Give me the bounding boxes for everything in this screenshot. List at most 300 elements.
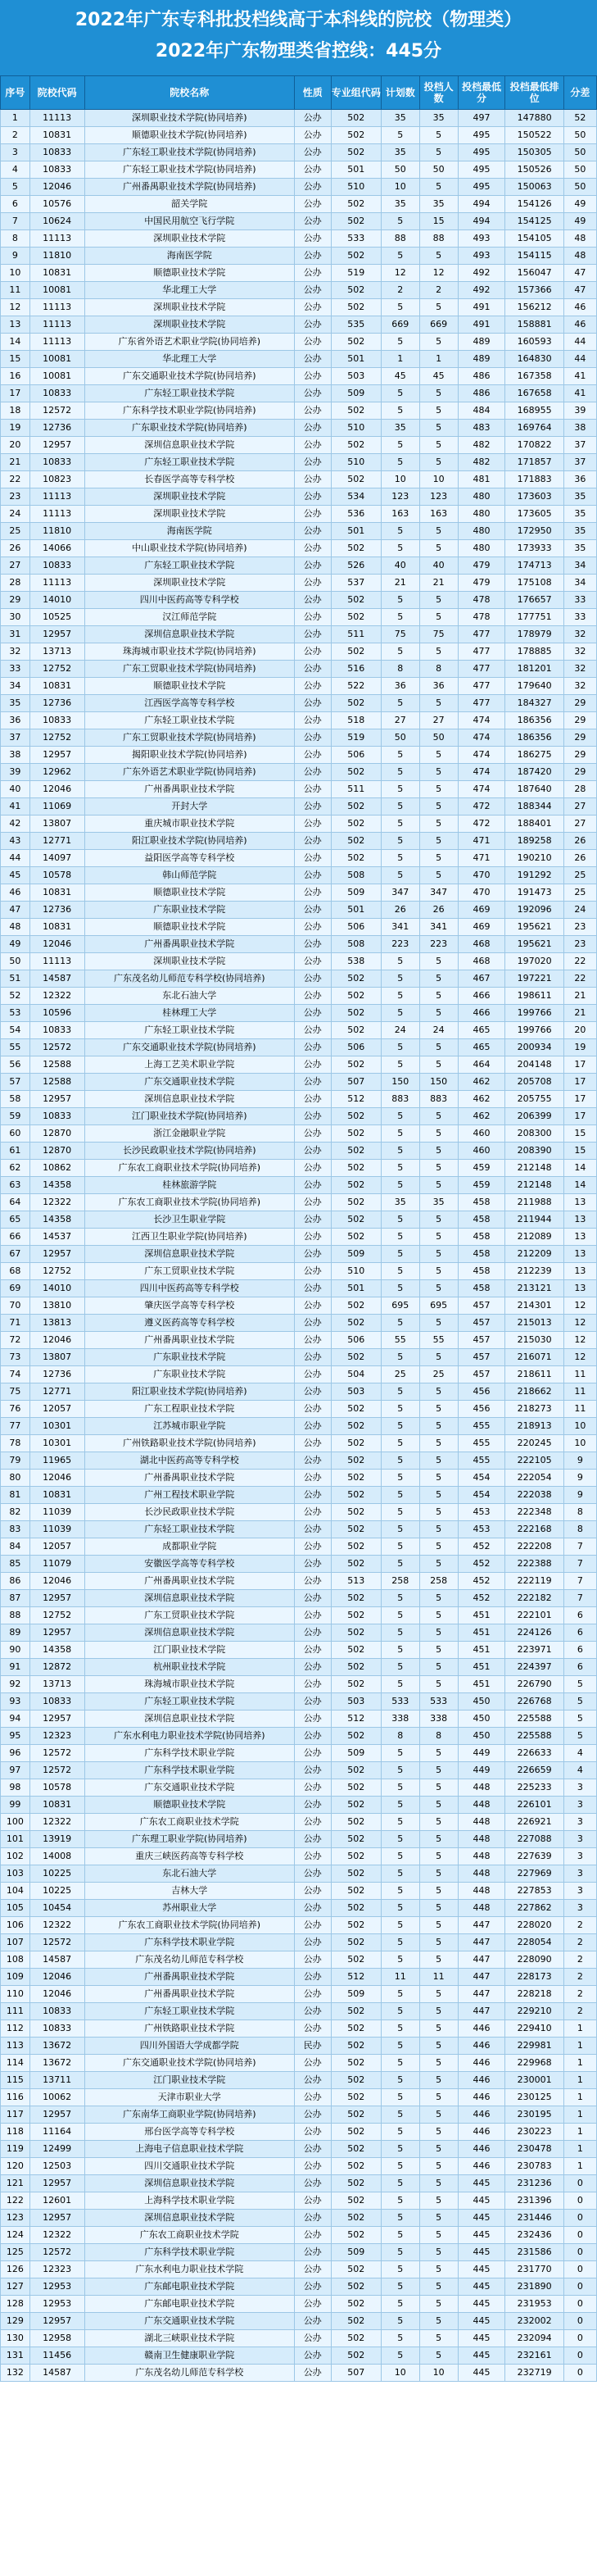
cell-type: 公办 (294, 816, 331, 833)
cell-min-score: 446 (458, 2141, 505, 2158)
cell-admitted: 5 (419, 1556, 458, 1573)
cell-min-score: 460 (458, 1125, 505, 1143)
cell-code: 12322 (29, 2227, 84, 2244)
cell-index: 96 (1, 1745, 30, 1762)
cell-min-score: 464 (458, 1056, 505, 1074)
cell-code: 12323 (29, 2261, 84, 2278)
cell-type: 公办 (294, 678, 331, 695)
cell-diff: 8 (563, 1504, 596, 1521)
cell-code: 12957 (29, 1624, 84, 1642)
cell-type: 公办 (294, 1143, 331, 1160)
cell-name: 阳江职业技术学院(协同培养) (84, 833, 294, 850)
cell-code: 10823 (29, 471, 84, 488)
cell-admitted: 5 (419, 2347, 458, 2365)
cell-group: 502 (331, 1125, 381, 1143)
cell-name: 广州番禺职业技术学院 (84, 936, 294, 953)
cell-group: 502 (331, 1917, 381, 1934)
cell-type: 公办 (294, 1229, 331, 1246)
table-row (1, 1797, 597, 1814)
cell-diff: 3 (563, 1797, 596, 1814)
cell-index: 7 (1, 213, 30, 230)
cell-admitted: 5 (419, 643, 458, 661)
cell-diff: 1 (563, 2106, 596, 2124)
cell-diff: 33 (563, 592, 596, 609)
cell-min-rank: 230478 (505, 2141, 563, 2158)
cell-name: 广州番禺职业技术学院 (84, 1332, 294, 1349)
cell-min-score: 459 (458, 1177, 505, 1194)
cell-admitted: 5 (419, 2227, 458, 2244)
cell-diff: 0 (563, 2278, 596, 2296)
cell-group: 502 (331, 1642, 381, 1659)
cell-min-score: 446 (458, 2020, 505, 2038)
cell-min-rank: 218662 (505, 1383, 563, 1401)
cell-group: 502 (331, 437, 381, 454)
cell-plan: 5 (381, 1504, 419, 1521)
cell-min-rank: 150526 (505, 161, 563, 179)
cell-code: 12870 (29, 1125, 84, 1143)
cell-code: 10081 (29, 282, 84, 299)
cell-plan: 5 (381, 334, 419, 351)
cell-min-rank: 150305 (505, 144, 563, 161)
cell-index: 11 (1, 282, 30, 299)
cell-group: 502 (331, 764, 381, 781)
cell-type: 公办 (294, 1831, 331, 1848)
table-row (1, 1814, 597, 1831)
table-row (1, 1573, 597, 1590)
cell-min-rank: 222168 (505, 1521, 563, 1538)
cell-plan: 123 (381, 488, 419, 506)
cell-admitted: 5 (419, 1246, 458, 1263)
cell-name: 湖北三峡职业技术学院 (84, 2330, 294, 2347)
cell-name: 广东工程职业技术学院 (84, 1401, 294, 1418)
cell-code: 10301 (29, 1435, 84, 1452)
cell-index: 123 (1, 2210, 30, 2227)
cell-code: 10833 (29, 557, 84, 575)
cell-name: 广东农工商职业技术学院 (84, 1814, 294, 1831)
cell-index: 38 (1, 747, 30, 764)
cell-admitted: 5 (419, 1745, 458, 1762)
cell-diff: 0 (563, 2192, 596, 2210)
cell-plan: 5 (381, 1797, 419, 1814)
table-row (1, 1538, 597, 1556)
cell-admitted: 50 (419, 161, 458, 179)
cell-min-rank: 232436 (505, 2227, 563, 2244)
cell-admitted: 5 (419, 1642, 458, 1659)
table-row (1, 919, 597, 936)
cell-min-rank: 191473 (505, 884, 563, 902)
table-row (1, 1143, 597, 1160)
cell-type: 公办 (294, 1315, 331, 1332)
cell-group: 502 (331, 1315, 381, 1332)
cell-index: 6 (1, 196, 30, 213)
cell-group: 519 (331, 729, 381, 747)
cell-group: 502 (331, 1143, 381, 1160)
cell-type: 公办 (294, 1986, 331, 2003)
cell-type: 公办 (294, 420, 331, 437)
cell-admitted: 5 (419, 2072, 458, 2089)
cell-code: 11113 (29, 299, 84, 316)
cell-min-rank: 228054 (505, 1934, 563, 1951)
header-group: 专业组代码 (331, 76, 381, 110)
cell-group: 510 (331, 1263, 381, 1280)
cell-plan: 5 (381, 1125, 419, 1143)
cell-code: 10831 (29, 1487, 84, 1504)
cell-plan: 5 (381, 1005, 419, 1022)
cell-code: 12957 (29, 2210, 84, 2227)
header-min-rank: 投档最低排位 (505, 76, 563, 110)
header-plan: 计划数 (381, 76, 419, 110)
cell-admitted: 5 (419, 1452, 458, 1470)
cell-code: 11113 (29, 230, 84, 248)
cell-code: 12957 (29, 2106, 84, 2124)
cell-diff: 6 (563, 1642, 596, 1659)
cell-plan: 5 (381, 1418, 419, 1435)
cell-group: 502 (331, 2106, 381, 2124)
cell-name: 顺德职业技术学院 (84, 1797, 294, 1814)
cell-name: 广东农工商职业技术学院(协同培养) (84, 1194, 294, 1211)
cell-group: 511 (331, 781, 381, 798)
cell-group: 502 (331, 1160, 381, 1177)
cell-code: 10578 (29, 867, 84, 884)
cell-min-score: 495 (458, 144, 505, 161)
cell-group: 502 (331, 1504, 381, 1521)
cell-min-score: 454 (458, 1470, 505, 1487)
cell-plan: 5 (381, 2210, 419, 2227)
cell-name: 广东轻工职业技术学院 (84, 2003, 294, 2020)
table-row (1, 2141, 597, 2158)
cell-index: 64 (1, 1194, 30, 1211)
cell-plan: 533 (381, 1693, 419, 1711)
cell-min-score: 458 (458, 1246, 505, 1263)
cell-type: 公办 (294, 902, 331, 919)
cell-code: 11113 (29, 110, 84, 127)
cell-min-score: 471 (458, 833, 505, 850)
table-row (1, 1676, 597, 1693)
cell-min-score: 462 (458, 1074, 505, 1091)
cell-min-score: 448 (458, 1814, 505, 1831)
cell-group: 502 (331, 471, 381, 488)
cell-min-score: 472 (458, 798, 505, 816)
cell-name: 广东科学技术职业学院 (84, 1745, 294, 1762)
cell-group: 526 (331, 557, 381, 575)
cell-name: 深圳职业技术学院 (84, 953, 294, 970)
cell-plan: 5 (381, 2192, 419, 2210)
cell-admitted: 5 (419, 1900, 458, 1917)
cell-name: 江门职业技术学院 (84, 1642, 294, 1659)
cell-min-rank: 222105 (505, 1452, 563, 1470)
cell-admitted: 5 (419, 2124, 458, 2141)
cell-min-rank: 154105 (505, 230, 563, 248)
cell-admitted: 5 (419, 2003, 458, 2020)
cell-plan: 35 (381, 144, 419, 161)
cell-group: 502 (331, 2038, 381, 2055)
cell-plan: 5 (381, 953, 419, 970)
cell-diff: 9 (563, 1487, 596, 1504)
cell-min-rank: 227853 (505, 1883, 563, 1900)
cell-code: 10833 (29, 161, 84, 179)
cell-index: 102 (1, 1848, 30, 1865)
cell-index: 19 (1, 420, 30, 437)
cell-admitted: 5 (419, 1538, 458, 1556)
cell-group: 504 (331, 1366, 381, 1383)
cell-min-score: 480 (458, 540, 505, 557)
page-header (0, 0, 597, 75)
cell-diff: 4 (563, 1762, 596, 1779)
cell-diff: 6 (563, 1607, 596, 1624)
table-row (1, 1728, 597, 1745)
cell-admitted: 5 (419, 2175, 458, 2192)
cell-diff: 29 (563, 764, 596, 781)
cell-plan: 5 (381, 1452, 419, 1470)
cell-name: 中山职业技术学院(协同培养) (84, 540, 294, 557)
cell-plan: 150 (381, 1074, 419, 1091)
header-min-score: 投档最低分 (458, 76, 505, 110)
cell-admitted: 5 (419, 1779, 458, 1797)
table-row (1, 729, 597, 747)
cell-min-rank: 227969 (505, 1865, 563, 1883)
cell-index: 76 (1, 1401, 30, 1418)
cell-type: 公办 (294, 1022, 331, 1039)
cell-index: 111 (1, 2003, 30, 2020)
cell-group: 502 (331, 299, 381, 316)
cell-min-rank: 222119 (505, 1573, 563, 1590)
cell-min-score: 467 (458, 970, 505, 988)
cell-min-score: 448 (458, 1900, 505, 1917)
cell-min-score: 450 (458, 1728, 505, 1745)
table-row (1, 1745, 597, 1762)
cell-group: 502 (331, 110, 381, 127)
cell-min-score: 447 (458, 1951, 505, 1969)
cell-plan: 35 (381, 110, 419, 127)
cell-plan: 5 (381, 2020, 419, 2038)
cell-min-rank: 212148 (505, 1177, 563, 1194)
cell-group: 502 (331, 970, 381, 988)
cell-code: 12499 (29, 2141, 84, 2158)
cell-plan: 5 (381, 764, 419, 781)
cell-index: 56 (1, 1056, 30, 1074)
cell-plan: 75 (381, 626, 419, 643)
cell-type: 公办 (294, 1969, 331, 1986)
cell-type: 公办 (294, 557, 331, 575)
cell-min-rank: 200934 (505, 1039, 563, 1056)
cell-code: 10831 (29, 265, 84, 282)
cell-min-rank: 226101 (505, 1797, 563, 1814)
cell-code: 12870 (29, 1143, 84, 1160)
cell-admitted: 5 (419, 1521, 458, 1538)
cell-diff: 3 (563, 1814, 596, 1831)
cell-diff: 14 (563, 1160, 596, 1177)
table-row (1, 2227, 597, 2244)
cell-code: 11113 (29, 575, 84, 592)
cell-min-score: 469 (458, 919, 505, 936)
cell-admitted: 5 (419, 1005, 458, 1022)
cell-min-score: 446 (458, 2106, 505, 2124)
cell-admitted: 5 (419, 1383, 458, 1401)
cell-admitted: 338 (419, 1711, 458, 1728)
cell-min-rank: 229968 (505, 2055, 563, 2072)
cell-min-score: 447 (458, 1969, 505, 1986)
table-row (1, 1211, 597, 1229)
cell-type: 公办 (294, 2244, 331, 2261)
cell-type: 公办 (294, 161, 331, 179)
cell-type: 公办 (294, 144, 331, 161)
cell-index: 21 (1, 454, 30, 471)
cell-min-rank: 186356 (505, 729, 563, 747)
cell-diff: 8 (563, 1521, 596, 1538)
cell-min-score: 460 (458, 1143, 505, 1160)
cell-diff: 9 (563, 1470, 596, 1487)
cell-admitted: 5 (419, 2210, 458, 2227)
cell-min-rank: 218273 (505, 1401, 563, 1418)
table-row (1, 833, 597, 850)
cell-type: 公办 (294, 179, 331, 196)
cell-code: 13807 (29, 1349, 84, 1366)
cell-admitted: 5 (419, 1676, 458, 1693)
cell-index: 87 (1, 1590, 30, 1607)
cell-diff: 10 (563, 1418, 596, 1435)
cell-plan: 8 (381, 661, 419, 678)
cell-type: 公办 (294, 1676, 331, 1693)
cell-diff: 12 (563, 1349, 596, 1366)
cell-group: 502 (331, 816, 381, 833)
cell-admitted: 35 (419, 1194, 458, 1211)
table-row (1, 2365, 597, 2382)
cell-code: 13672 (29, 2038, 84, 2055)
cell-type: 公办 (294, 1521, 331, 1538)
cell-plan: 5 (381, 1349, 419, 1366)
table-row (1, 2296, 597, 2313)
cell-index: 66 (1, 1229, 30, 1246)
cell-diff: 15 (563, 1125, 596, 1143)
cell-min-rank: 154125 (505, 213, 563, 230)
cell-min-score: 486 (458, 368, 505, 385)
cell-code: 12957 (29, 2313, 84, 2330)
cell-min-rank: 175108 (505, 575, 563, 592)
cell-admitted: 5 (419, 1125, 458, 1143)
cell-min-rank: 178979 (505, 626, 563, 643)
cell-type: 公办 (294, 1177, 331, 1194)
cell-name: 深圳职业技术学院(协同培养) (84, 110, 294, 127)
cell-min-score: 494 (458, 213, 505, 230)
cell-type: 公办 (294, 919, 331, 936)
cell-type: 公办 (294, 2313, 331, 2330)
cell-diff: 13 (563, 1194, 596, 1211)
cell-diff: 38 (563, 420, 596, 437)
cell-code: 11810 (29, 523, 84, 540)
cell-index: 4 (1, 161, 30, 179)
cell-min-rank: 212148 (505, 1160, 563, 1177)
table-row (1, 1297, 597, 1315)
table-header-row (1, 76, 597, 110)
cell-group: 502 (331, 2089, 381, 2106)
cell-admitted: 5 (419, 1108, 458, 1125)
cell-admitted: 5 (419, 1883, 458, 1900)
cell-diff: 2 (563, 1986, 596, 2003)
cell-min-score: 470 (458, 867, 505, 884)
cell-index: 75 (1, 1383, 30, 1401)
cell-admitted: 669 (419, 316, 458, 334)
cell-name: 广东理工职业学院(协同培养) (84, 1831, 294, 1848)
cell-admitted: 5 (419, 747, 458, 764)
cell-group: 533 (331, 230, 381, 248)
cell-plan: 258 (381, 1573, 419, 1590)
cell-index: 86 (1, 1573, 30, 1590)
cell-plan: 55 (381, 1332, 419, 1349)
cell-code: 12322 (29, 1917, 84, 1934)
cell-group: 518 (331, 712, 381, 729)
table-row (1, 1659, 597, 1676)
table-row (1, 368, 597, 385)
cell-plan: 5 (381, 1762, 419, 1779)
table-row (1, 2210, 597, 2227)
cell-index: 121 (1, 2175, 30, 2192)
cell-min-score: 448 (458, 1831, 505, 1848)
cell-admitted: 5 (419, 1624, 458, 1642)
cell-min-score: 465 (458, 1039, 505, 1056)
cell-index: 1 (1, 110, 30, 127)
cell-diff: 19 (563, 1039, 596, 1056)
cell-min-rank: 188344 (505, 798, 563, 816)
cell-plan: 5 (381, 2261, 419, 2278)
cell-min-score: 484 (458, 402, 505, 420)
cell-code: 10862 (29, 1160, 84, 1177)
table-row (1, 196, 597, 213)
cell-min-rank: 232002 (505, 2313, 563, 2330)
cell-diff: 11 (563, 1366, 596, 1383)
cell-type: 公办 (294, 2089, 331, 2106)
cell-diff: 50 (563, 179, 596, 196)
cell-plan: 5 (381, 1831, 419, 1848)
cell-admitted: 5 (419, 1590, 458, 1607)
cell-plan: 5 (381, 1883, 419, 1900)
cell-admitted: 883 (419, 1091, 458, 1108)
cell-admitted: 5 (419, 1762, 458, 1779)
cell-min-score: 452 (458, 1573, 505, 1590)
cell-name: 广州铁路职业技术学院(协同培养) (84, 1435, 294, 1452)
cell-diff: 0 (563, 2175, 596, 2192)
cell-index: 107 (1, 1934, 30, 1951)
cell-min-rank: 170822 (505, 437, 563, 454)
cell-plan: 26 (381, 902, 419, 919)
cell-code: 14008 (29, 1848, 84, 1865)
cell-diff: 37 (563, 454, 596, 471)
table-row (1, 575, 597, 592)
cell-min-score: 491 (458, 316, 505, 334)
cell-min-rank: 195621 (505, 936, 563, 953)
cell-admitted: 5 (419, 1315, 458, 1332)
cell-name: 长沙卫生职业学院 (84, 1211, 294, 1229)
cell-diff: 26 (563, 833, 596, 850)
cell-name: 广东科学技术职业学院 (84, 2244, 294, 2261)
cell-type: 公办 (294, 334, 331, 351)
cell-min-score: 459 (458, 1160, 505, 1177)
table-row (1, 1418, 597, 1435)
cell-admitted: 341 (419, 919, 458, 936)
cell-index: 106 (1, 1917, 30, 1934)
cell-name: 桂林旅游学院 (84, 1177, 294, 1194)
table-row (1, 2330, 597, 2347)
table-row (1, 488, 597, 506)
cell-diff: 37 (563, 437, 596, 454)
cell-type: 公办 (294, 695, 331, 712)
cell-code: 10062 (29, 2089, 84, 2106)
cell-min-score: 497 (458, 110, 505, 127)
cell-diff: 46 (563, 299, 596, 316)
cell-min-score: 477 (458, 661, 505, 678)
cell-group: 502 (331, 1349, 381, 1366)
cell-group: 502 (331, 1005, 381, 1022)
table-row (1, 1022, 597, 1039)
